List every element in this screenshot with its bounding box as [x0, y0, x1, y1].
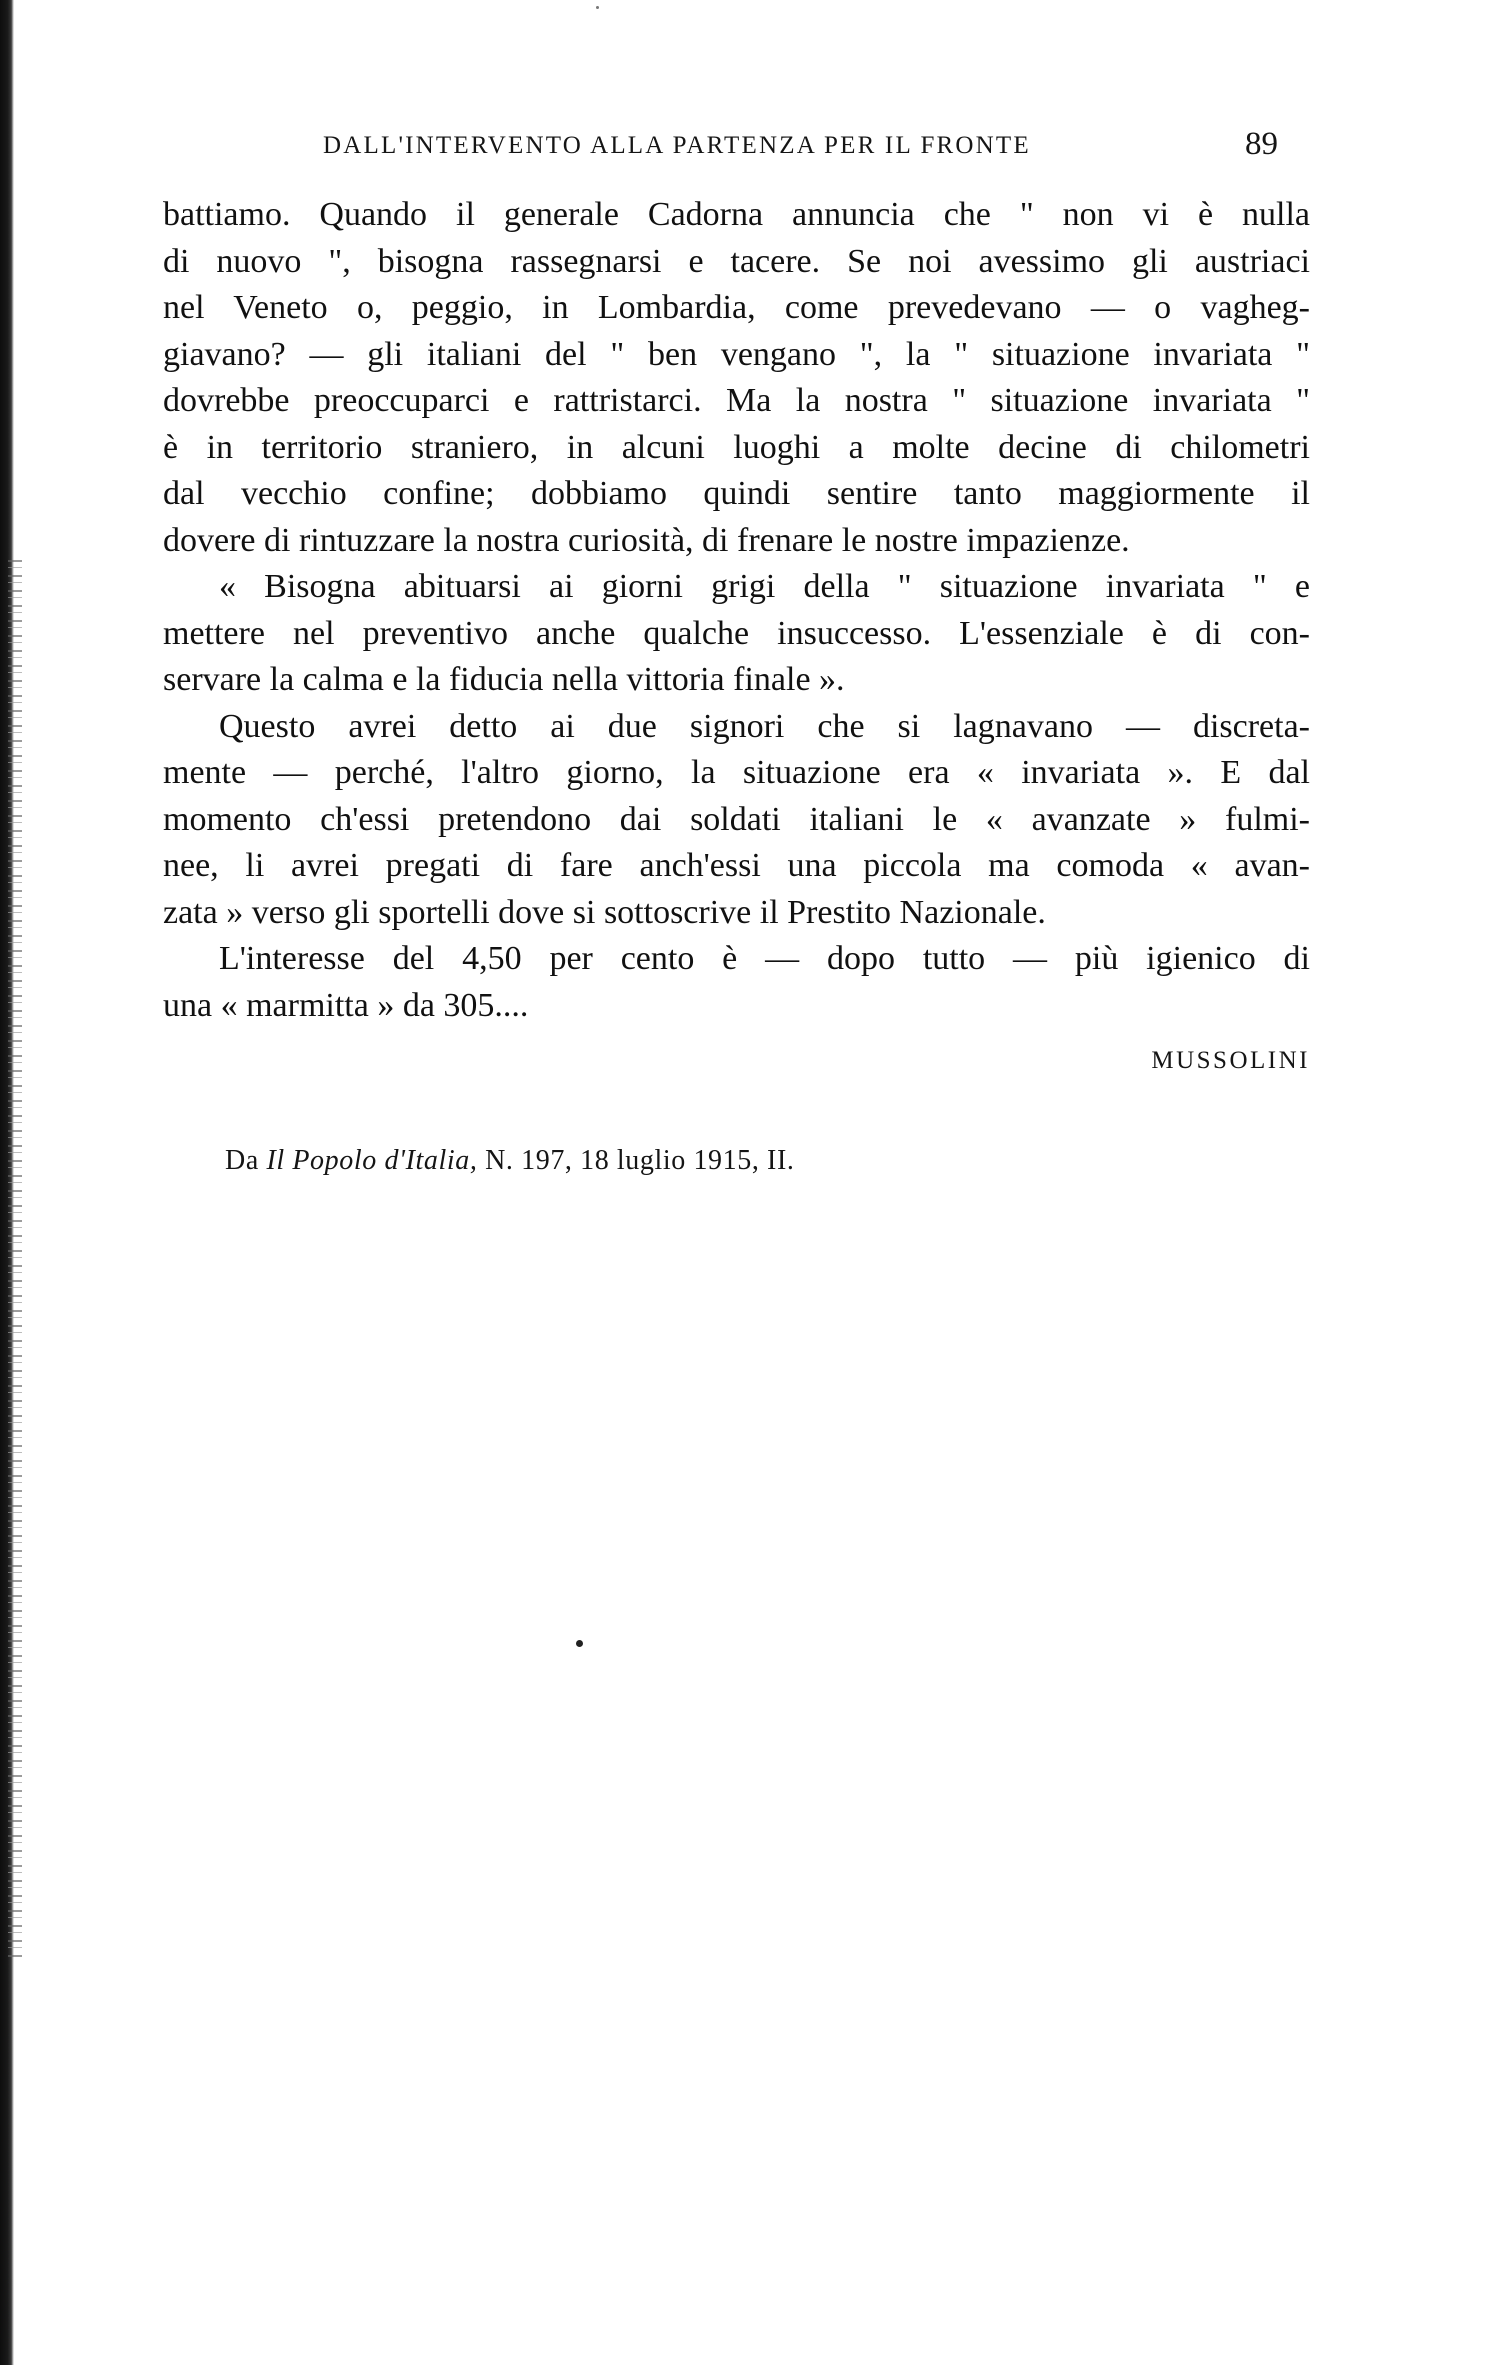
- source-publication: Il Popolo d'Italia,: [266, 1145, 478, 1176]
- text-line: battiamo. Quando il generale Cadorna annuncia che " non vi è nulla: [163, 196, 1310, 233]
- text-line: dal vecchio confine; dobbiamo quindi sentire tanto maggiormente il: [163, 475, 1310, 512]
- paragraph-3: [163, 704, 1310, 937]
- running-title: DALL'INTERVENTO ALLA PARTENZA PER IL FRONTE: [323, 132, 1031, 159]
- text-line: momento ch'essi pretendono dai soldati italiani le « avanzate » fulmi-: [163, 800, 1310, 838]
- text-line: è in territorio straniero, in alcuni luoghi a molte decine di chilometri: [163, 428, 1310, 466]
- text-line: giavano? — gli italiani del " ben vengano ", la " situazione invariata ": [163, 335, 1310, 373]
- paragraph-4: [163, 936, 1310, 1029]
- scan-speck: [596, 6, 599, 9]
- paragraph-2: [163, 564, 1310, 704]
- source-details: N. 197, 18 luglio 1915, II.: [477, 1145, 795, 1176]
- text-line: mente — perché, l'altro giorno, la situazione era « invariata ». E dal: [163, 754, 1310, 791]
- paragraph-1: [163, 192, 1310, 564]
- text-line: zata » verso gli sportelli dove si sottoscrive il Prestito Nazionale.: [163, 893, 1046, 931]
- source-citation: [163, 1145, 1310, 1177]
- text-line: servare la calma e la fiducia nella vittoria finale ».: [163, 661, 845, 698]
- text-line: una « marmitta » da 305....: [163, 986, 529, 1024]
- running-head: [163, 120, 1310, 180]
- scan-binding-speckle: [8, 560, 22, 1960]
- text-line: mettere nel preventivo anche qualche insuccesso. L'essenziale è di con-: [163, 614, 1310, 652]
- text-line: di nuovo ", bisogna rassegnarsi e tacere. Se noi avessimo gli austriaci: [163, 242, 1310, 280]
- text-line: nee, li avrei pregati di fare anch'essi una piccola ma comoda « avan-: [163, 847, 1310, 884]
- text-line: « Bisogna abituarsi ai giorni grigi della " situazione invariata " e: [219, 568, 1310, 605]
- text-line: Questo avrei detto ai due signori che si lagnavano — discreta-: [219, 707, 1310, 745]
- text-line: L'interesse del 4,50 per cento è — dopo tutto — più igienico di: [219, 940, 1310, 977]
- author-signature: MUSSOLINI: [1151, 1047, 1310, 1074]
- text-line: nel Veneto o, peggio, in Lombardia, come prevedevano — o vagheg-: [163, 289, 1310, 326]
- source-prefix: Da: [225, 1145, 267, 1176]
- scan-speck: [576, 1640, 583, 1647]
- page-number: 89: [1245, 126, 1278, 162]
- book-page: [163, 110, 1310, 1177]
- body-text: [163, 192, 1310, 1029]
- text-line: dovere di rintuzzare la nostra curiosità, di frenare le nostre impazienze.: [163, 521, 1130, 559]
- text-line: dovrebbe preoccuparci e rattristarci. Ma la nostra " situazione invariata ": [163, 382, 1310, 419]
